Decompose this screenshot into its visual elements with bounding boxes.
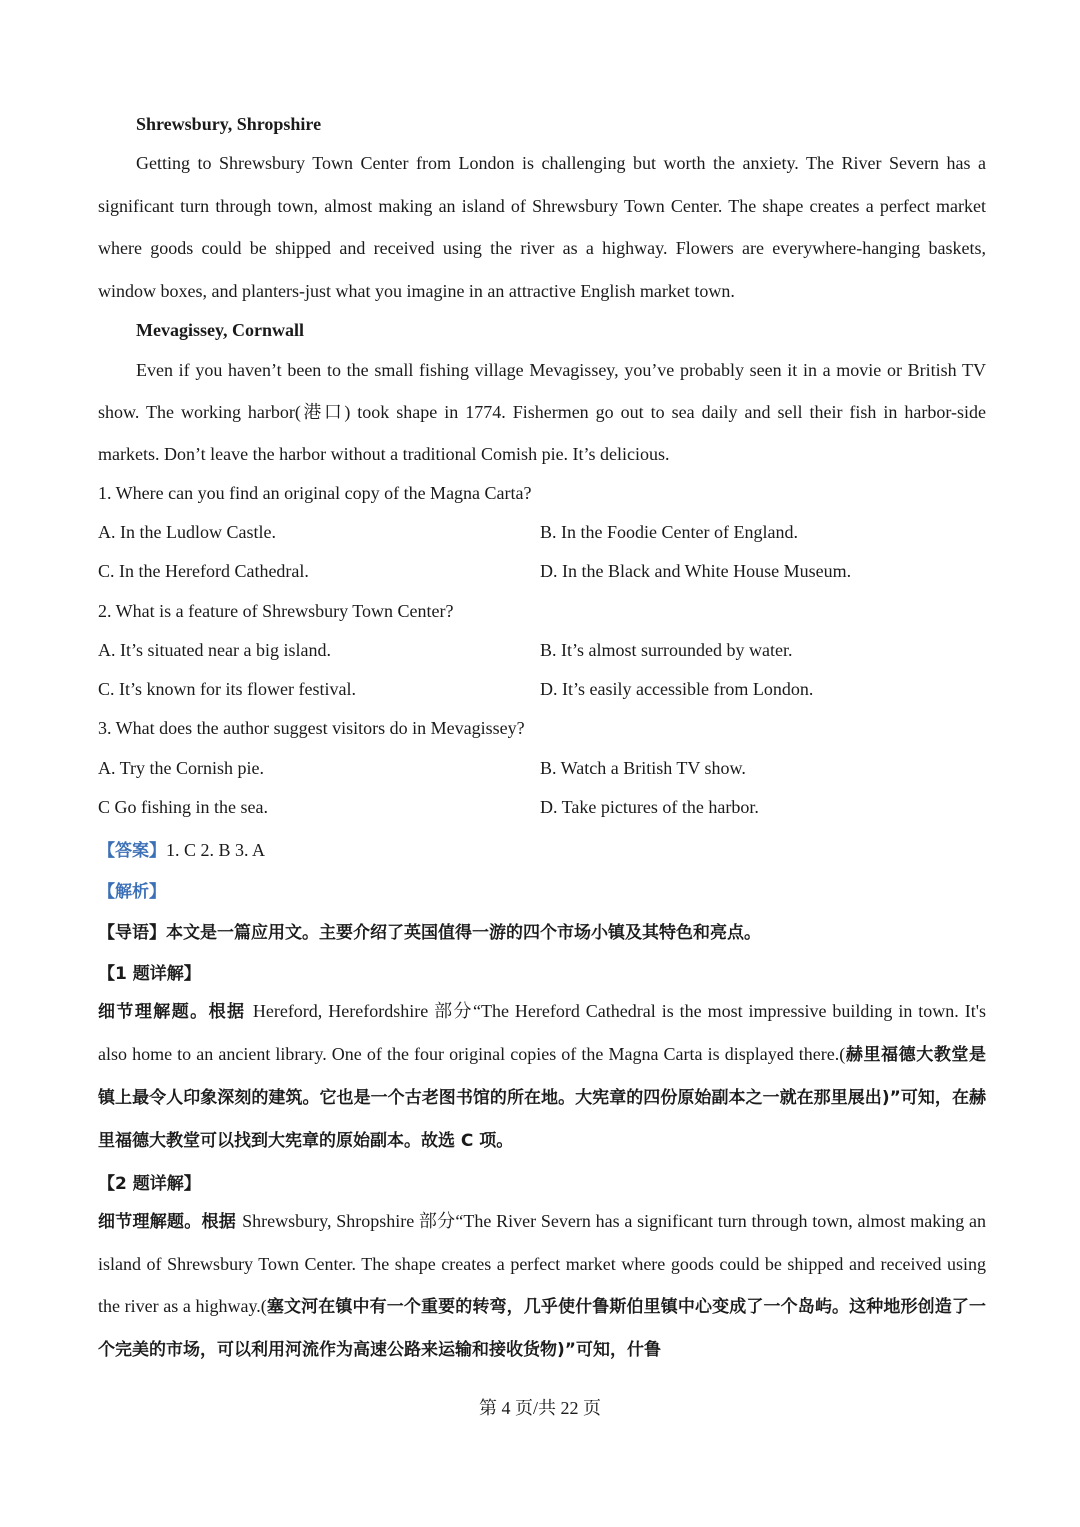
section-title-mevagissey: Mevagissey, Cornwall xyxy=(136,320,304,340)
q2-detail-body xyxy=(98,1200,986,1371)
analysis-intro xyxy=(98,918,761,943)
page-number-footer: 第 4 页/共 22 页 xyxy=(478,1398,601,1418)
section-title-shrewsbury: Shrewsbury, Shropshire xyxy=(136,114,322,134)
answer-tag: 【答案】 xyxy=(98,841,166,861)
section-body-mevagissey: Even if you haven’t been to the small fishing village Mevagissey, you’ve probably seen it in a movie or British TV show. The working harbor(港口) took shape in 1774. Fishermen go out to sea daily and sell their fish in harbor-side markets. Don’t leave the harbor without a traditional Comish pie. It’s delicious. xyxy=(98,360,986,464)
analysis-tag: 【解析】 xyxy=(98,882,166,902)
question-2-option-a: A. It’s situated near a big island. xyxy=(98,640,331,660)
q2-body: Shrewsbury, Shropshire 部分“The River Severn has a significant turn through town, almost making an island of Shrewsbury Town Center. The shape creates a perfect market where goods could be shipped and received using the river as a highway.( xyxy=(98,1211,986,1316)
q1-detail-heading: 【1 题详解】 xyxy=(98,964,201,984)
question-1-option-a: A. In the Ludlow Castle. xyxy=(98,522,276,542)
question-2-option-d: D. It’s easily accessible from London. xyxy=(540,679,814,699)
intro-text: 本文是一篇应用文。主要介绍了英国值得一游的四个市场小镇及其特色和亮点。 xyxy=(166,923,761,943)
section-body-shrewsbury: Getting to Shrewsbury Town Center from London is challenging but worth the anxiety. The River Severn has a significant turn through town, almost making an island of Shrewsbury Town Center. The shape creates a perfect market where goods could be shipped and received using the river as a highway. Flowers are everywhere-hanging baskets, window boxes, and planters-just what you imagine in an attractive English market town. xyxy=(98,153,986,301)
q2-tail: )”可知，什鲁 xyxy=(557,1340,661,1360)
question-2-option-b: B. It’s almost surrounded by water. xyxy=(540,640,793,660)
q1-detail-body xyxy=(98,990,986,1162)
question-3-option-a: A. Try the Cornish pie. xyxy=(98,758,265,778)
question-1-stem: 1. Where can you find an original copy of the Magna Carta? xyxy=(98,483,532,503)
q2-lead: 细节理解题。根据 xyxy=(98,1212,243,1232)
intro-tag: 【导语】 xyxy=(98,923,166,943)
q2-cn: 塞文河在镇中有一个重要的转弯，几乎使什鲁斯伯里镇中心变成了一个岛屿。这种地形创造了一个完美的市场，可以利用河流作为高速公路来运输和接收货物 xyxy=(98,1297,986,1360)
question-3-stem: 3. What does the author suggest visitors do in Mevagissey? xyxy=(98,718,525,738)
q2-detail-heading: 【2 题详解】 xyxy=(98,1174,201,1194)
q1-cn: 赫里福德大教堂是镇上最令人印象深刻的建筑。它也是一个古老图书馆的所在地。大宪章的四份原始副本之一就在那里展出 xyxy=(98,1045,987,1108)
question-3-option-c: C Go fishing in the sea. xyxy=(98,797,268,817)
question-2-stem: 2. What is a feature of Shrewsbury Town Center? xyxy=(98,601,454,621)
question-1-option-b: B. In the Foodie Center of England. xyxy=(540,522,798,542)
q1-tail: )”可知，在赫里福德大教堂可以找到大宪章的原始副本。故选 C 项。 xyxy=(98,1088,987,1151)
q1-lead: 细节理解题。根据 xyxy=(98,1002,253,1022)
question-1-option-c: C. In the Hereford Cathedral. xyxy=(98,561,309,581)
answer-line xyxy=(98,836,265,861)
question-3-option-b: B. Watch a British TV show. xyxy=(540,758,746,778)
answer-text: 1. C 2. B 3. A xyxy=(166,840,266,860)
question-3-option-d: D. Take pictures of the harbor. xyxy=(540,797,759,817)
question-1-option-d: D. In the Black and White House Museum. xyxy=(540,561,852,581)
analysis-heading xyxy=(98,877,166,902)
question-2-option-c: C. It’s known for its flower festival. xyxy=(98,679,356,699)
q1-body: Hereford, Herefordshire 部分“The Hereford Cathedral is the most impressive building in town. It's also home to an ancient library. One of the four original copies of the Magna Carta is displayed there.( xyxy=(98,1001,986,1064)
